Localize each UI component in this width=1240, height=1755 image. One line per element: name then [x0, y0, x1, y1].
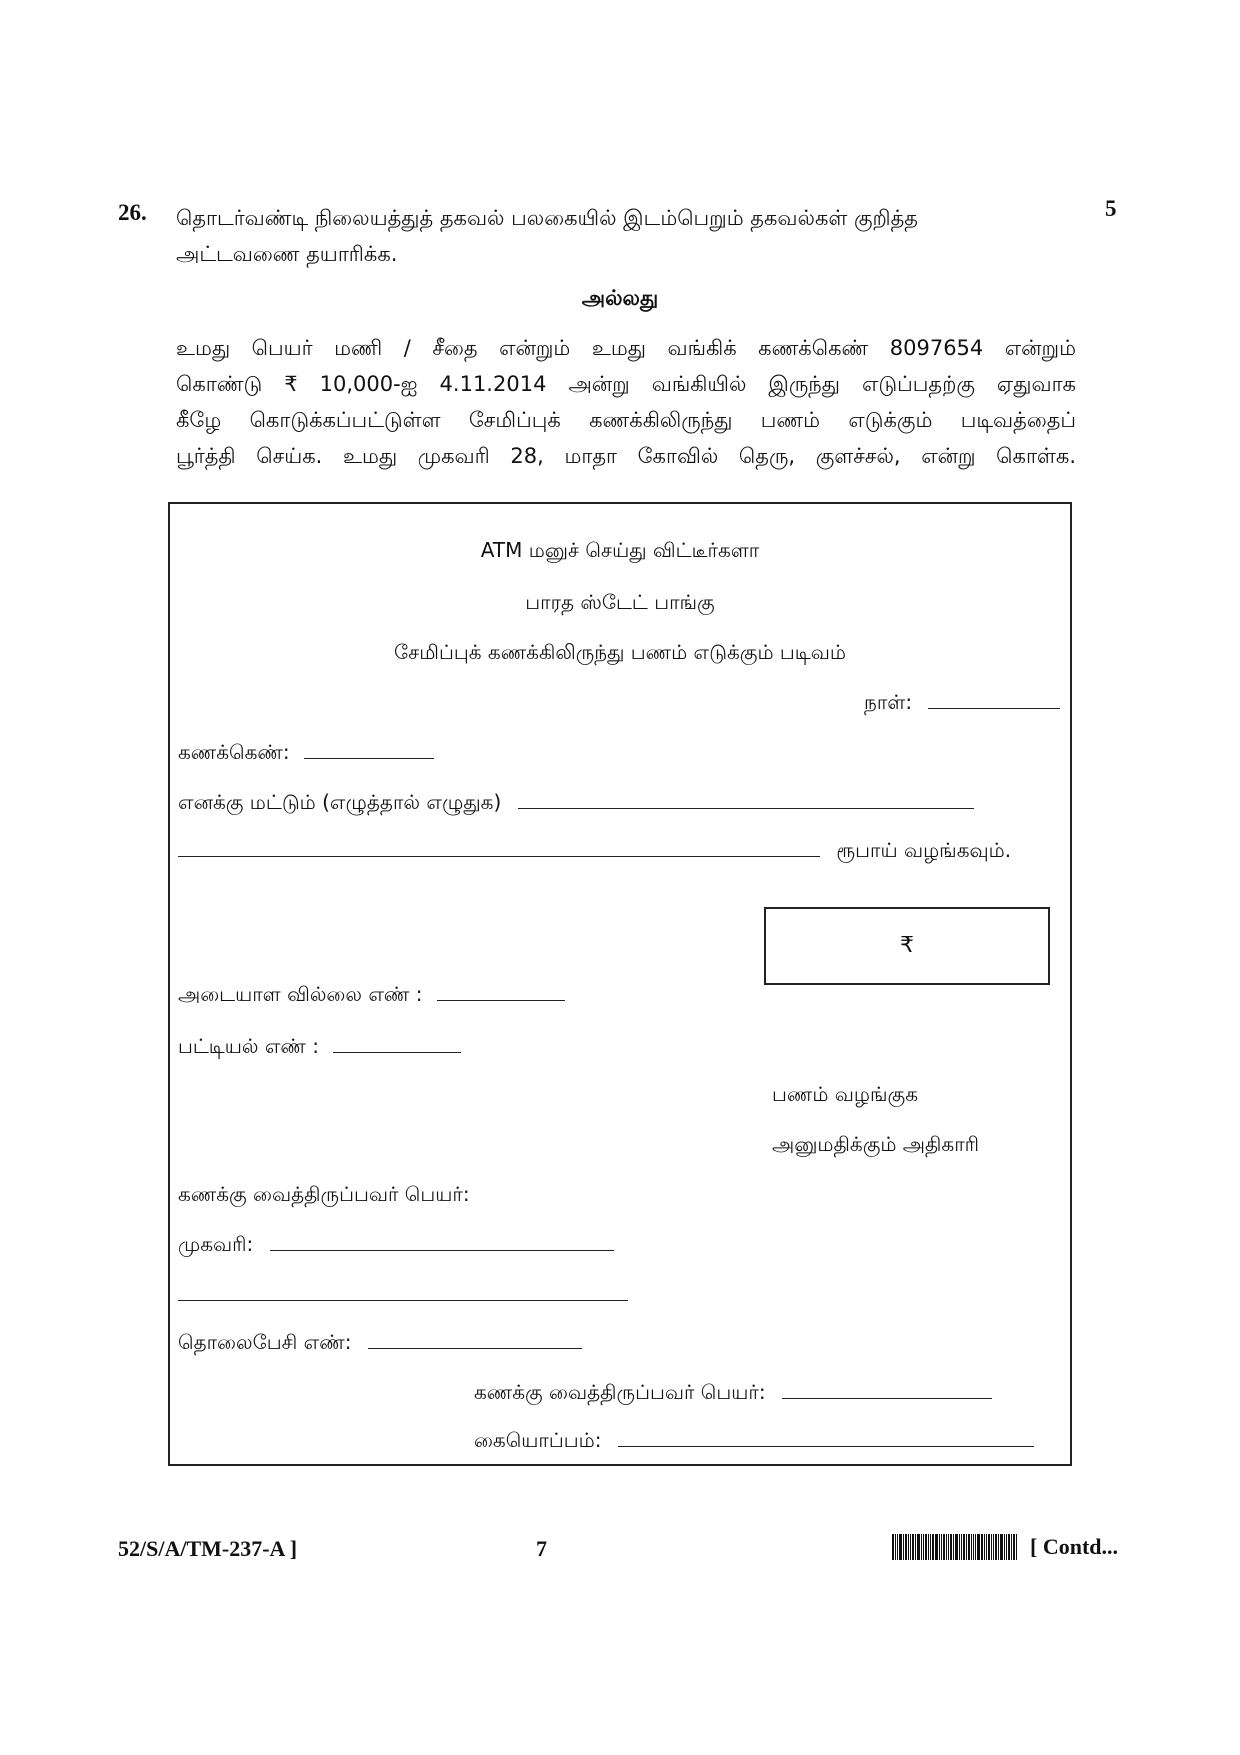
barcode-bar	[925, 1534, 927, 1560]
barcode-bar	[905, 1534, 907, 1560]
paragraph-line-1: உமது பெயர் மணி / சீதை என்றும் உமது வங்கிக் கணக்கெண் 8097654 என்றும்	[176, 336, 1076, 360]
account-number-label: கணக்கெண்:	[178, 740, 290, 764]
form-title: சேமிப்புக் கணக்கிலிருந்து பணம் எடுக்கும் படிவம்	[394, 640, 846, 664]
holder-name-field[interactable]	[782, 1380, 992, 1399]
barcode-bar	[946, 1534, 947, 1560]
atm-note: ATM மனுச் செய்து விட்டீர்களா	[480, 538, 760, 562]
barcode-bar	[973, 1534, 974, 1560]
pay-me-label: எனக்கு மட்டும் (எழுத்தால் எழுதுக)	[178, 790, 502, 814]
amount-box[interactable]	[764, 907, 1050, 985]
authority-line-2: அனுமதிக்கும் அதிகாரி	[772, 1132, 980, 1156]
barcode-bar	[953, 1534, 954, 1560]
address-label: முகவரி:	[178, 1232, 254, 1256]
barcode-bar	[986, 1534, 987, 1560]
barcode-bar	[899, 1534, 902, 1560]
barcode-bar	[935, 1534, 938, 1560]
paragraph-line-3: கீழே கொடுக்கப்பட்டுள்ள சேமிப்புக் கணக்கிலிருந்து பணம் எடுக்கும் படிவத்தைப்	[176, 408, 1076, 432]
account-number-row	[178, 740, 434, 767]
barcode-bar	[903, 1534, 904, 1560]
list-number-row	[178, 1034, 461, 1061]
date-label: நாள்:	[864, 690, 913, 714]
barcode-bar	[928, 1534, 929, 1560]
continued-label: [ Contd...	[1030, 1534, 1119, 1559]
barcode-bar	[959, 1534, 960, 1560]
address-line-2	[178, 1282, 628, 1305]
question-text-line-2: அட்டவணை தயாரிக்க.	[176, 242, 398, 266]
barcode-bar	[981, 1534, 983, 1560]
token-number-field[interactable]	[437, 982, 565, 1001]
paragraph-line-4: பூர்த்தி செய்க. உமது முகவரி 28, மாதா கோவில் தெரு, குளச்சல், என்று கொள்க.	[176, 444, 1076, 468]
barcode-bar	[975, 1534, 976, 1560]
barcode-bar	[912, 1534, 914, 1560]
phone-field[interactable]	[368, 1330, 582, 1349]
question-number: 26.	[118, 200, 147, 225]
account-number-field[interactable]	[304, 740, 434, 759]
date-row	[864, 690, 1060, 717]
paragraph-line-2: கொண்டு ₹ 10,000-ஐ 4.11.2014 அன்று வங்கியில் இருந்து எடுப்பதற்கு ஏதுவாக	[176, 372, 1076, 396]
page-number: 7	[536, 1536, 547, 1561]
phone-label: தொலைபேசி எண்:	[178, 1330, 352, 1354]
list-number-label: பட்டியல் எண் :	[178, 1034, 319, 1058]
barcode-bar	[915, 1534, 916, 1560]
barcode-bar	[1016, 1534, 1017, 1560]
barcode-bar	[1000, 1534, 1003, 1560]
barcode-bar	[984, 1534, 985, 1560]
question-marks: 5	[1105, 196, 1117, 221]
barcode-bar	[961, 1534, 962, 1560]
amount-in-words-field[interactable]	[518, 790, 974, 809]
list-number-field[interactable]	[333, 1034, 461, 1053]
barcode-bar	[1006, 1534, 1007, 1560]
barcode-bar	[897, 1534, 898, 1560]
barcode-bar	[923, 1534, 924, 1560]
barcode-bar	[921, 1534, 922, 1560]
barcode-bar	[995, 1534, 997, 1560]
phone-row	[178, 1330, 582, 1357]
barcode-bar	[1011, 1534, 1012, 1560]
question-text	[176, 200, 1076, 272]
date-field[interactable]	[928, 690, 1060, 709]
barcode-bar	[968, 1534, 970, 1560]
address-field-2[interactable]	[178, 1282, 628, 1301]
token-number-row	[178, 982, 565, 1009]
barcode-bar	[939, 1534, 940, 1560]
holder-name-label: கணக்கு வைத்திருப்பவர் பெயர்:	[178, 1182, 470, 1206]
signature-label: கையொப்பம்:	[474, 1428, 602, 1452]
barcode-bar	[932, 1534, 934, 1560]
barcode-bar	[895, 1534, 896, 1560]
address-row	[178, 1232, 614, 1259]
rupee-symbol: ₹	[900, 933, 914, 958]
barcode-bar	[998, 1534, 999, 1560]
barcode-bar	[941, 1534, 942, 1560]
barcode-bar	[966, 1534, 967, 1560]
barcode-bar	[948, 1534, 949, 1560]
barcode-bar	[988, 1534, 990, 1560]
barcode-bar	[963, 1534, 965, 1560]
signature-field[interactable]	[618, 1428, 1034, 1447]
pay-me-row	[178, 790, 974, 817]
address-field[interactable]	[270, 1232, 614, 1251]
amount-in-words-field-2[interactable]	[178, 838, 820, 857]
or-heading: அல்லது	[581, 286, 659, 310]
holder-name-row-2	[474, 1380, 992, 1407]
paper-code: 52/S/A/TM-237-A ]	[118, 1536, 298, 1561]
barcode-bar	[892, 1534, 894, 1560]
signature-row	[474, 1428, 1034, 1455]
barcode-bar	[917, 1534, 920, 1560]
bank-name: பாரத ஸ்டேட் பாங்கு	[525, 590, 715, 614]
rupees-label: ரூபாய் வழங்கவும்.	[836, 838, 1012, 862]
barcode-bar	[977, 1534, 980, 1560]
rupees-row	[178, 838, 1011, 865]
authority-line-1: பணம் வழங்குக	[772, 1082, 918, 1106]
question-text-line-1: தொடர்வண்டி நிலையத்துத் தகவல் பலகையில் இடம்பெறும் தகவல்கள் குறித்த	[176, 206, 918, 230]
barcode-bar	[943, 1534, 945, 1560]
barcode-bar	[955, 1534, 958, 1560]
barcode-bar	[910, 1534, 911, 1560]
barcode-bar	[991, 1534, 992, 1560]
barcode-bar	[1013, 1534, 1015, 1560]
barcode-bar	[950, 1534, 952, 1560]
barcode-bar	[993, 1534, 994, 1560]
barcode-bar	[930, 1534, 931, 1560]
barcode-bar	[908, 1534, 909, 1560]
barcode	[892, 1534, 1018, 1560]
holder-name-label-2: கணக்கு வைத்திருப்பவர் பெயர்:	[474, 1380, 766, 1404]
token-number-label: அடையாள வில்லை எண் :	[178, 982, 423, 1006]
barcode-bar	[1008, 1534, 1010, 1560]
barcode-bar	[971, 1534, 972, 1560]
instruction-paragraph	[176, 330, 1076, 474]
barcode-bar	[1004, 1534, 1005, 1560]
